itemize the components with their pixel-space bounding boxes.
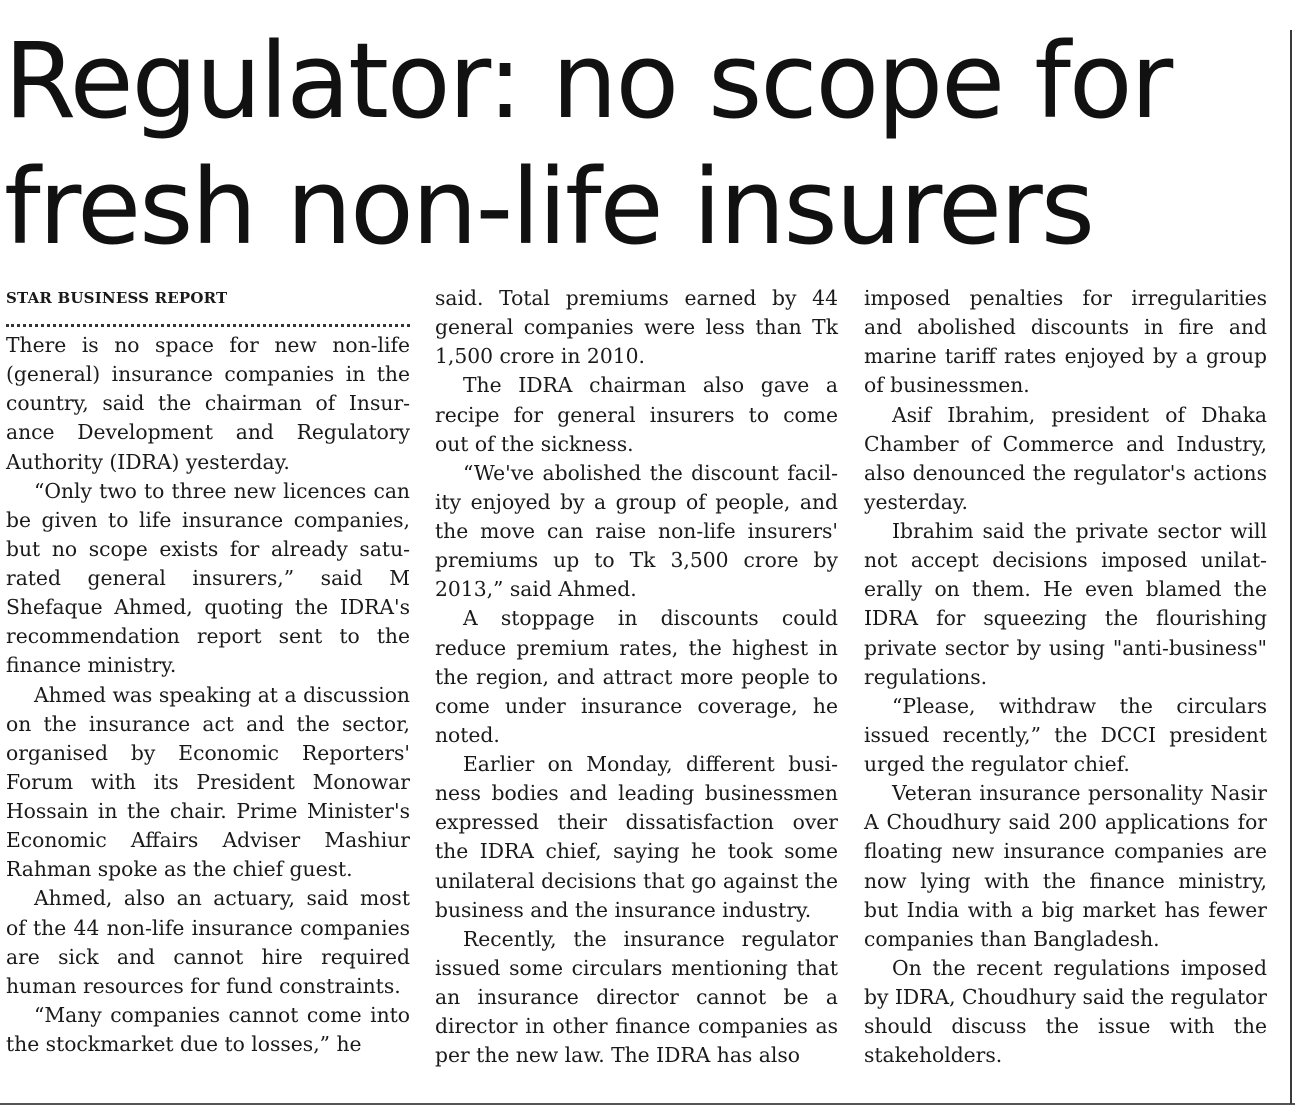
paragraph: On the recent regulations imposed by IDRA, Choudhury said the regulator should discuss the issue with the stakeholders. — [864, 955, 1267, 1068]
byline: STAR BUSINESS REPORT — [6, 289, 228, 307]
article-column-1 — [6, 284, 410, 1059]
bottom-divider — [0, 1103, 1295, 1105]
paragraph: Asif Ibrahim, president of Dhaka Chamber of Commerce and Industry, also denounced the regulator's actions yesterday. — [864, 402, 1267, 514]
byline-dotted-divider — [6, 324, 410, 327]
paragraph: A stoppage in discounts could reduce premium rates, the highest in the region, and attract more people to come under insurance coverage, he noted. — [435, 606, 838, 747]
paragraph: There is no space for new non-life (general) insurance companies in the country, said the chairman of Insurance Development and Regulatory Authority (IDRA) yesterday. — [6, 333, 410, 474]
paragraph-continued: said. Total premiums earned by 44 general companies were less than Tk 1,500 crore in 2010. — [435, 286, 838, 369]
right-border — [1290, 30, 1292, 1104]
article-column-2 — [435, 284, 838, 1070]
paragraph: The IDRA chairman also gave a recipe for general insurers to come out of the sickness. — [435, 373, 838, 456]
headline — [4, 18, 1289, 270]
paragraph: “Only two to three new licences can be given to life insurance companies, but no scope exists for already saturated general insurers,” said M Shefaque Ahmed, quoting the IDRA's recommendation report sent to the finance ministry. — [6, 478, 410, 678]
paragraph: Ibrahim said the private sector will not accept decisions imposed unilaterally on them. He even blamed the IDRA for squeezing the flourishing private sector by using "anti-business" regulations. — [864, 519, 1267, 689]
paragraph-continued: imposed penalties for irregularities and abolished discounts in fire and marine tariff rates enjoyed by a group of businessmen. — [864, 286, 1267, 398]
paragraph: Ahmed was speaking at a discussion on the insurance act and the sector, organised by Economic Reporters' Forum with its President Monowar Hossain in the chair. Prime Minister's Economic Affairs Adviser Mashiur Rahman spoke as the chief guest. — [6, 682, 410, 882]
headline-line-1: Regulator: no scope for — [4, 20, 1172, 142]
paragraph: “Many companies cannot come into the stockmarket due to losses,” he — [6, 1002, 410, 1056]
paragraph: “We've abolished the discount facility enjoyed by a group of people, and the move can raise non-life insurers' premiums up to Tk 3,500 crore by 2013,” said Ahmed. — [435, 460, 838, 602]
paragraph: Earlier on Monday, different business bodies and leading businessmen expressed their dissatisfaction over the IDRA chief, saying he took some unilateral decisions that go against the business and the insurance industry. — [435, 752, 838, 922]
paragraph: “Please, withdraw the circulars issued recently,” the DCCI president urged the regulator chief. — [864, 693, 1267, 776]
headline-line-2: fresh non-life insurers — [4, 146, 1093, 268]
article-column-3 — [864, 284, 1267, 1070]
paragraph: Recently, the insurance regulator issued some circulars mentioning that an insurance director cannot be a director in other finance companies as per the new law. The IDRA has also — [435, 926, 838, 1068]
paragraph: Veteran insurance personality Nasir A Choudhury said 200 applications for floating new insurance companies are now lying with the finance ministry, but India with a big market has fewer companies than Bangladesh. — [864, 781, 1267, 951]
paragraph: Ahmed, also an actuary, said most of the 44 non-life insurance companies are sick and cannot hire required human resources for fund constraints. — [6, 886, 410, 998]
